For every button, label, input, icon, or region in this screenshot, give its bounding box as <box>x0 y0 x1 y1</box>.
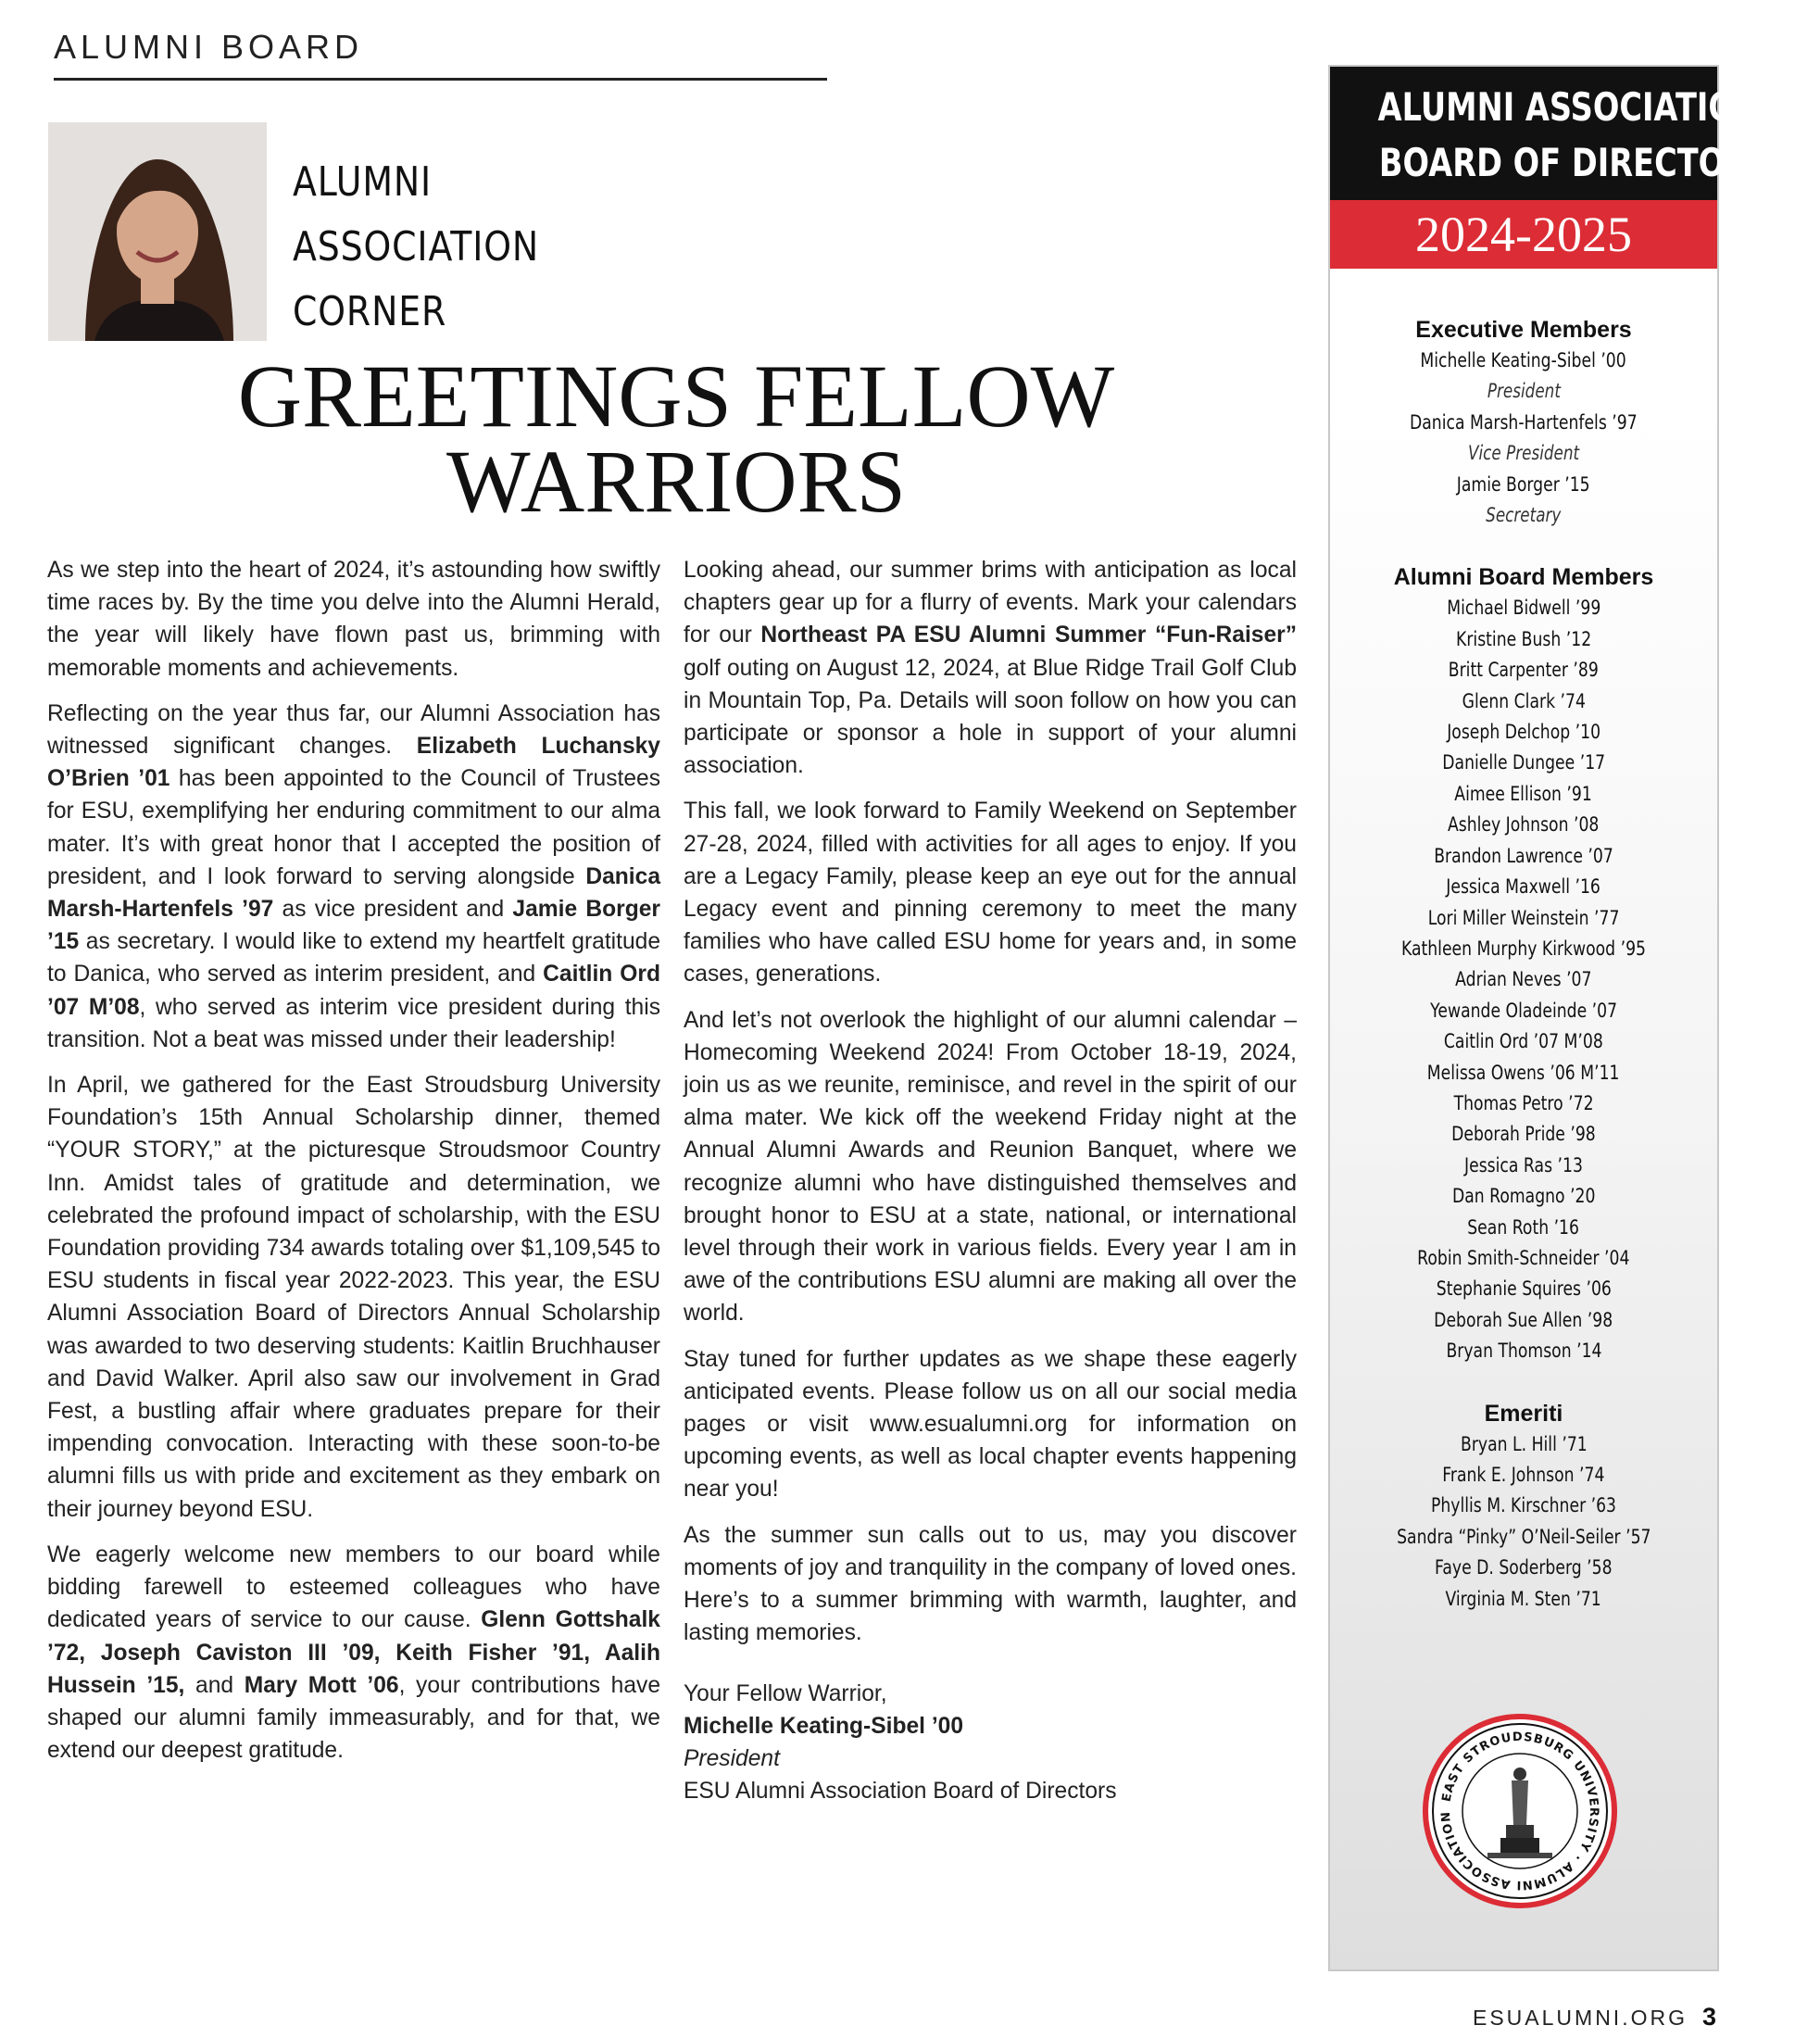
executive-member-name <box>1330 346 1717 376</box>
article-paragraph <box>684 1519 1297 1650</box>
sidebar-year: 2024-2025 <box>1330 200 1717 269</box>
article-paragraph <box>47 698 660 1056</box>
paragraph-text: Looking ahead, our summer brims with anticipation as local chapters gear up for a flurry of events. Mark your calendars for our <box>684 558 1297 648</box>
emeriti-member-name <box>1330 1429 1717 1460</box>
board-member-name-text: Jessica Ras ’13 <box>1464 1153 1583 1176</box>
board-member-name <box>1330 934 1717 964</box>
signoff <box>684 1678 1297 1808</box>
board-member-name-text: Deborah Pride ’98 <box>1451 1123 1596 1146</box>
emeriti-member-name-text: Phyllis M. Kirschner ’63 <box>1430 1494 1617 1517</box>
author-portrait <box>48 122 267 341</box>
board-member-name-text: Britt Carpenter ’89 <box>1448 659 1600 682</box>
paragraph-text: , who served as interim vice president during this transition. Not a beat was missed under their leadership! <box>47 994 660 1052</box>
corner-title <box>293 150 539 345</box>
executive-member-role <box>1330 438 1717 469</box>
board-member-name-text: Danielle Dungee ’17 <box>1442 751 1605 774</box>
corner-title-line: ALUMNI <box>293 158 433 206</box>
board-member-name <box>1330 1026 1717 1057</box>
board-member-name <box>1330 1336 1717 1366</box>
emphasized-name: Glenn Gottshalk ’72, Joseph Caviston III ’09, Keith Fisher ’91, Aalih Hussein ’15, <box>47 1607 660 1698</box>
paragraph-text: As we step into the heart of 2024, it’s astounding how swiftly time races by. By the time you delve into the Alumni Herald, the year will likely have flown past us, brimming with memorable moments and achievements. <box>47 558 660 681</box>
board-member-name <box>1330 686 1717 717</box>
sidebar-title <box>1330 67 1772 200</box>
executive-member-name <box>1330 470 1717 500</box>
board-member-name <box>1330 1213 1717 1243</box>
board-member-name <box>1330 655 1717 686</box>
emeriti-member-name <box>1330 1491 1717 1521</box>
paragraph-text: And let’s not overlook the highlight of our alumni calendar – Homecoming Weekend 2024! From October 18-19, 2024, join us as we reunite, reminisce, and revel in the spirit of our alma mater. We kick off the weekend Friday night at the Annual Alumni Awards and Reunion Banquet, where we recognize alumni who have distinguished themselves and brought honor to ESU at a state, national, or international level through their work in various fields. Every year I am in awe of the contributions ESU alumni are making all over the world. <box>684 1007 1297 1327</box>
executive-member-role <box>1330 376 1717 407</box>
executive-member-role-text: President <box>1487 380 1561 403</box>
executive-member-role-text: Vice President <box>1467 442 1580 465</box>
paragraph-text: as vice president and <box>273 897 513 923</box>
paragraph-text: and <box>184 1672 245 1698</box>
paragraph-text: has been appointed to the Council of Trustees for ESU, exemplifying her enduring commitment to our alma mater. It’s with great honor that I accepted the position of president, and I look forward to serving alongside <box>47 766 660 889</box>
paragraph-text: In April, we gathered for the East Stroudsburg University Foundation’s 15th Annual Scholarship dinner, themed “YOUR STORY,” at the picturesque Stroudsmoor Country Inn. Amidst tales of gratitude and determination, we celebrated the profound impact of scholarship, with the ESU Foundation providing 734 awards totaling over $1,109,545 to ESU students in fiscal year 2022-2023. This year, the ESU Alumni Association Board of Directors Annual Scholarship was awarded to two deserving students: Kaitlin Bruchhauser and David Walker. April also saw our involvement in Grad Fest, a bustling affair where graduates prepare for their impending convocation. Interacting with these soon-to-be alumni fills us with pride and excitement as they embark on their journey beyond ESU. <box>47 1073 660 1522</box>
signoff-org: ESU Alumni Association Board of Directors <box>684 1779 1117 1805</box>
sidebar-title-line: ALUMNI ASSOCIATION <box>1377 84 1762 130</box>
board-member-name <box>1330 964 1717 995</box>
emeriti-member-name <box>1330 1553 1717 1583</box>
section-rule <box>54 78 827 81</box>
board-member-name <box>1330 1058 1717 1088</box>
executive-member-name <box>1330 408 1717 438</box>
board-member-name-text: Kathleen Murphy Kirkwood ’95 <box>1400 937 1646 960</box>
emphasized-name: Elizabeth Luchansky O’Brien ’01 <box>47 734 660 792</box>
board-member-name <box>1330 1088 1717 1119</box>
executive-member-name-text: Danica Marsh-Hartenfels ’97 <box>1410 410 1638 434</box>
alumni-association-seal <box>1423 1714 1617 1908</box>
sidebar-body <box>1330 269 1717 1615</box>
board-member-name-text: Glenn Clark ’74 <box>1462 689 1586 712</box>
section-label: ALUMNI BOARD <box>54 28 364 66</box>
board-member-name-text: Sean Roth ’16 <box>1467 1215 1580 1239</box>
footer-site: ESUALUMNI.ORG <box>1473 2006 1688 2030</box>
board-member-name-text: Deborah Sue Allen ’98 <box>1434 1308 1613 1331</box>
article-paragraph <box>684 795 1297 990</box>
board-member-name-text: Lori Miller Weinstein ’77 <box>1427 906 1620 929</box>
paragraph-text: This fall, we look forward to Family Weekend on September 27-28, 2024, filled with activities for all ages to enjoy. If you are a Legacy Family, please keep an eye out for the annual Legacy event and pinning ceremony to meet the many families who have called ESU home for years and, in some cases, generations. <box>684 799 1297 988</box>
executive-member-name-text: Jamie Borger ’15 <box>1457 472 1590 496</box>
board-member-name <box>1330 1243 1717 1274</box>
board-member-name <box>1330 779 1717 810</box>
emphasized-name: Jamie Borger ’15 <box>47 897 660 955</box>
article-paragraph <box>684 1004 1297 1330</box>
board-member-name-text: Brandon Lawrence ’07 <box>1434 844 1613 867</box>
emphasized-name: Northeast PA ESU Alumni Summer “Fun-Raiser” <box>760 623 1297 648</box>
board-member-name <box>1330 624 1717 655</box>
emeriti-member-name-text: Frank E. Johnson ’74 <box>1442 1464 1605 1486</box>
board-sidebar <box>1328 65 1772 1971</box>
board-member-name <box>1330 903 1717 934</box>
emphasized-name: Caitlin Ord ’07 M’08 <box>47 962 660 1020</box>
executive-member-role <box>1330 500 1717 531</box>
headline-line: GREETINGS FELLOW <box>237 346 1115 446</box>
board-member-name <box>1330 841 1717 872</box>
board-members-heading: Alumni Board Members <box>1393 564 1654 591</box>
emeriti-member-name-text: Virginia M. Sten ’71 <box>1445 1587 1602 1610</box>
board-member-name <box>1330 1181 1717 1212</box>
signoff-closing: Your Fellow Warrior, <box>684 1680 887 1706</box>
executive-member-role-text: Secretary <box>1486 504 1562 527</box>
board-member-name-text: Kristine Bush ’12 <box>1455 627 1592 650</box>
svg-text:EAST STROUDSBURG UNIVERSITY ·: EAST STROUDSBURG UNIVERSITY · ALUMNI ASSOCIATION <box>1438 1730 1601 1893</box>
board-member-name-text: Robin Smith-Schneider ’04 <box>1417 1246 1630 1269</box>
article-paragraph <box>684 554 1297 782</box>
board-member-name-text: Michael Bidwell ’99 <box>1446 597 1601 620</box>
corner-title-line: ASSOCIATION <box>293 223 540 270</box>
emeriti-member-name <box>1330 1584 1717 1615</box>
board-member-name <box>1330 1305 1717 1336</box>
board-member-name-text: Joseph Delchop ’10 <box>1447 721 1600 744</box>
paragraph-text: Reflecting on the year thus far, our Alumni Association has witnessed significant changes. <box>47 700 660 760</box>
executive-heading: Executive Members <box>1415 317 1632 343</box>
executive-member-name-text: Michelle Keating-Sibel ’00 <box>1420 349 1627 371</box>
article-paragraph <box>684 1343 1297 1506</box>
emphasized-name: Mary Mott ’06 <box>244 1672 399 1698</box>
page-number: 3 <box>1701 2003 1717 2031</box>
board-member-name-text: Dan Romagno ’20 <box>1451 1185 1596 1208</box>
board-member-name-text: Ashley Johnson ’08 <box>1448 813 1600 837</box>
emeriti-member-name-text: Sandra “Pinky” O’Neil-Seiler ’57 <box>1396 1525 1651 1548</box>
headline <box>185 346 1167 531</box>
board-member-name <box>1330 717 1717 748</box>
emeriti-member-name-text: Faye D. Soderberg ’58 <box>1435 1556 1613 1579</box>
signoff-name: Michelle Keating-Sibel ’00 <box>684 1713 964 1739</box>
headline-line: WARRIORS <box>446 432 907 531</box>
sidebar-title-line: BOARD OF DIRECTORS <box>1378 140 1772 185</box>
emphasized-name: Danica Marsh-Hartenfels ’97 <box>47 863 660 923</box>
board-member-name <box>1330 1274 1717 1304</box>
paragraph-text: We eagerly welcome new members to our board while bidding farewell to esteemed colleagues who have dedicated years of service to our cause. <box>47 1541 660 1633</box>
article-column-right <box>684 554 1297 1807</box>
emeriti-member-name-text: Bryan L. Hill ’71 <box>1460 1432 1588 1455</box>
board-member-name-text: Thomas Petro ’72 <box>1453 1091 1594 1114</box>
board-member-name-text: Bryan Thomson ’14 <box>1445 1340 1602 1363</box>
emeriti-member-name <box>1330 1522 1717 1553</box>
emeriti-member-name <box>1330 1460 1717 1491</box>
article-paragraph <box>47 554 660 685</box>
signoff-title: President <box>684 1745 780 1771</box>
board-member-name-text: Adrian Neves ’07 <box>1455 968 1592 991</box>
board-member-name-text: Jessica Maxwell ’16 <box>1446 875 1601 899</box>
emeriti-heading: Emeriti <box>1484 1400 1563 1427</box>
board-member-name <box>1330 810 1717 840</box>
article-paragraph <box>47 1539 660 1767</box>
board-member-name-text: Yewande Oladeinde ’07 <box>1430 999 1617 1022</box>
paragraph-text: Stay tuned for further updates as we shape these eagerly anticipated events. Please follow us on all our social media pages or visit www.esualumni.org for information on upcoming events, as well as local chapter events happening near you! <box>684 1346 1297 1503</box>
page-footer <box>1473 2003 1716 2032</box>
paragraph-text: as secretary. I would like to extend my heartfelt gratitude to Danica, who served as interim president, and <box>47 929 660 988</box>
article-paragraph <box>47 1069 660 1526</box>
board-member-name-text: Aimee Ellison ’91 <box>1454 782 1593 805</box>
paragraph-text: As the summer sun calls out to us, may you discover moments of joy and tranquility in the company of loved ones. Here’s to a summer brimming with warmth, laughter, and lasting memories. <box>684 1522 1297 1646</box>
board-member-name <box>1330 748 1717 778</box>
board-member-name-text: Melissa Owens ’06 M’11 <box>1427 1061 1620 1084</box>
board-member-name-text: Stephanie Squires ’06 <box>1436 1277 1612 1301</box>
article-column-left <box>47 554 660 1780</box>
paragraph-text: golf outing on August 12, 2024, at Blue Ridge Trail Golf Club in Mountain Top, Pa. Details will soon follow on how you can participate or sponsor a hole in support of your alumni association. <box>684 655 1297 779</box>
board-member-name <box>1330 1151 1717 1181</box>
board-member-name <box>1330 1119 1717 1150</box>
board-member-name <box>1330 872 1717 902</box>
paragraph-text: , your contributions have shaped our alumni family immeasurably, and for that, we extend our deepest gratitude. <box>47 1672 661 1764</box>
board-member-name <box>1330 996 1717 1026</box>
corner-title-line: CORNER <box>293 288 447 335</box>
board-member-name <box>1330 593 1717 623</box>
board-member-name-text: Caitlin Ord ’07 M’08 <box>1444 1030 1603 1053</box>
